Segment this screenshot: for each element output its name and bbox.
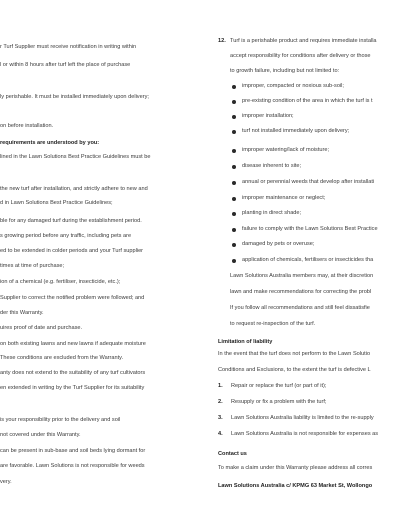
bullet-item-text: improper installation; bbox=[242, 113, 294, 119]
bullet-item-text: improper, compacted or noxious sub-soil; bbox=[242, 83, 344, 89]
remedy-text: Resupply or fix a problem with the turf; bbox=[231, 399, 327, 405]
bullet-item-text: improper maintenance or neglect; bbox=[242, 195, 326, 201]
bullet-dot bbox=[232, 149, 236, 153]
left-text-line: is your responsibility prior to the delivery and soil bbox=[0, 417, 121, 423]
left-text-line: d in Lawn Solutions Best Practice Guidelines; bbox=[0, 200, 113, 206]
left-text-line: l or within 8 hours after turf left the place of purchase bbox=[0, 62, 131, 68]
left-text-line: en extended in writing by the Turf Supplier for its suitability bbox=[0, 385, 145, 391]
left-text-line: r Turf Supplier must receive notification in writing within bbox=[0, 44, 137, 50]
contact-text: To make a claim under this Warranty please address all corres bbox=[218, 465, 373, 471]
contact-address: Lawn Solutions Australia c/ KPMG 63 Market St, Wollongo bbox=[218, 483, 373, 489]
inspection-line: Lawn Solutions Australia members may, at their discretion bbox=[230, 273, 374, 279]
bullet-item-text: planting in direct shade; bbox=[242, 210, 302, 216]
limitation-heading: Limitation of liability bbox=[218, 339, 273, 345]
bullet-item-text: disease inherent to site; bbox=[242, 163, 302, 169]
left-text-line: ion of a chemical (e.g. fertiliser, insecticide, etc.); bbox=[0, 279, 121, 285]
contact-heading: Contact us bbox=[218, 451, 247, 457]
bullet-dot bbox=[232, 181, 236, 185]
left-text-line: lined in the Lawn Solutions Best Practice Guidelines must be bbox=[0, 154, 151, 160]
bullet-dot bbox=[232, 115, 236, 119]
bullet-dot bbox=[232, 197, 236, 201]
bullet-item-text: improper watering/lack of moisture; bbox=[242, 147, 330, 153]
remedy-text: Lawn Solutions Australia is not responsible for expenses as bbox=[231, 431, 379, 437]
remedy-number: 2. bbox=[218, 399, 223, 405]
left-text-line: uires proof of date and purchase. bbox=[0, 325, 83, 331]
right-column bbox=[218, 0, 400, 516]
item-12-line: to growth failure, including but not limited to: bbox=[230, 68, 340, 74]
left-text-line: der this Warranty. bbox=[0, 310, 44, 316]
left-text-line: not covered under this Warranty. bbox=[0, 432, 81, 438]
inspection-line: to request re-inspection of the turf. bbox=[230, 321, 316, 327]
bullet-dot bbox=[232, 85, 236, 89]
left-text-line: s growing period before any traffic, including pets are bbox=[0, 233, 132, 239]
bullet-item-text: turf not installed immediately upon delivery; bbox=[242, 128, 350, 134]
left-text-line: These conditions are excluded from the Warranty. bbox=[0, 355, 124, 361]
item-12-line: accept responsibility for conditions after delivery or those bbox=[230, 53, 371, 59]
inspection-line: lawn and make recommendations for correcting the probl bbox=[230, 289, 372, 295]
limitation-line: In the event that the turf does not perform to the Lawn Solutio bbox=[218, 351, 371, 357]
remedy-number: 4. bbox=[218, 431, 223, 437]
bullet-item-text: pre-existing condition of the area in which the turf is t bbox=[242, 98, 373, 104]
bullet-item-text: damaged by pets or overuse; bbox=[242, 241, 315, 247]
bullet-item-text: application of chemicals, fertilisers or insecticides tha bbox=[242, 257, 374, 263]
requirements-heading: requirements are understood by you: bbox=[0, 140, 100, 146]
bullet-item-text: annual or perennial weeds that develop after installati bbox=[242, 179, 375, 185]
bullet-dot bbox=[232, 212, 236, 216]
bullet-item-text: failure to comply with the Lawn Solutions Best Practice bbox=[242, 226, 378, 232]
left-text-line: ble for any damaged turf during the establishment period. bbox=[0, 218, 142, 224]
left-text-line: on before installation. bbox=[0, 123, 54, 129]
left-text-line: times at time of purchase; bbox=[0, 263, 65, 269]
item-12-line: Turf is a perishable product and requires immediate installa bbox=[230, 38, 377, 44]
bullet-dot bbox=[232, 228, 236, 232]
left-text-line: ly perishable. It must be installed immediately upon delivery; bbox=[0, 94, 149, 100]
inspection-line: If you follow all recommendations and still feel dissatisfie bbox=[230, 305, 370, 311]
remedy-text: Lawn Solutions Australia liability is limited to the re-supply bbox=[231, 415, 374, 421]
left-text-line: anty does not extend to the suitability of any turf cultivators bbox=[0, 370, 146, 376]
left-text-line: are favorable. Lawn Solutions is not responsible for weeds bbox=[0, 463, 145, 469]
item-12-number: 12. bbox=[218, 38, 226, 44]
bullet-dot bbox=[232, 100, 236, 104]
left-text-line: very. bbox=[0, 479, 12, 485]
left-text-line: Supplier to correct the notified problem were followed; and bbox=[0, 295, 145, 301]
left-text-line: can be present in sub-base and soil beds lying dormant for bbox=[0, 448, 146, 454]
limitation-line: Conditions and Exclusions, to the extent the turf is defective L bbox=[218, 367, 371, 373]
remedy-number: 1. bbox=[218, 383, 223, 389]
remedy-text: Repair or replace the turf (or part of it); bbox=[231, 383, 327, 389]
left-text-line: on both existing lawns and new lawns if adequate moisture bbox=[0, 341, 146, 347]
bullet-dot bbox=[232, 165, 236, 169]
left-text-line: ed to be extended in colder periods and your Turf supplier bbox=[0, 248, 144, 254]
remedy-number: 3. bbox=[218, 415, 223, 421]
bullet-dot bbox=[232, 259, 236, 263]
left-text-line: the new turf after installation, and strictly adhere to new and bbox=[0, 186, 148, 192]
bullet-dot bbox=[232, 130, 236, 134]
bullet-dot bbox=[232, 243, 236, 247]
